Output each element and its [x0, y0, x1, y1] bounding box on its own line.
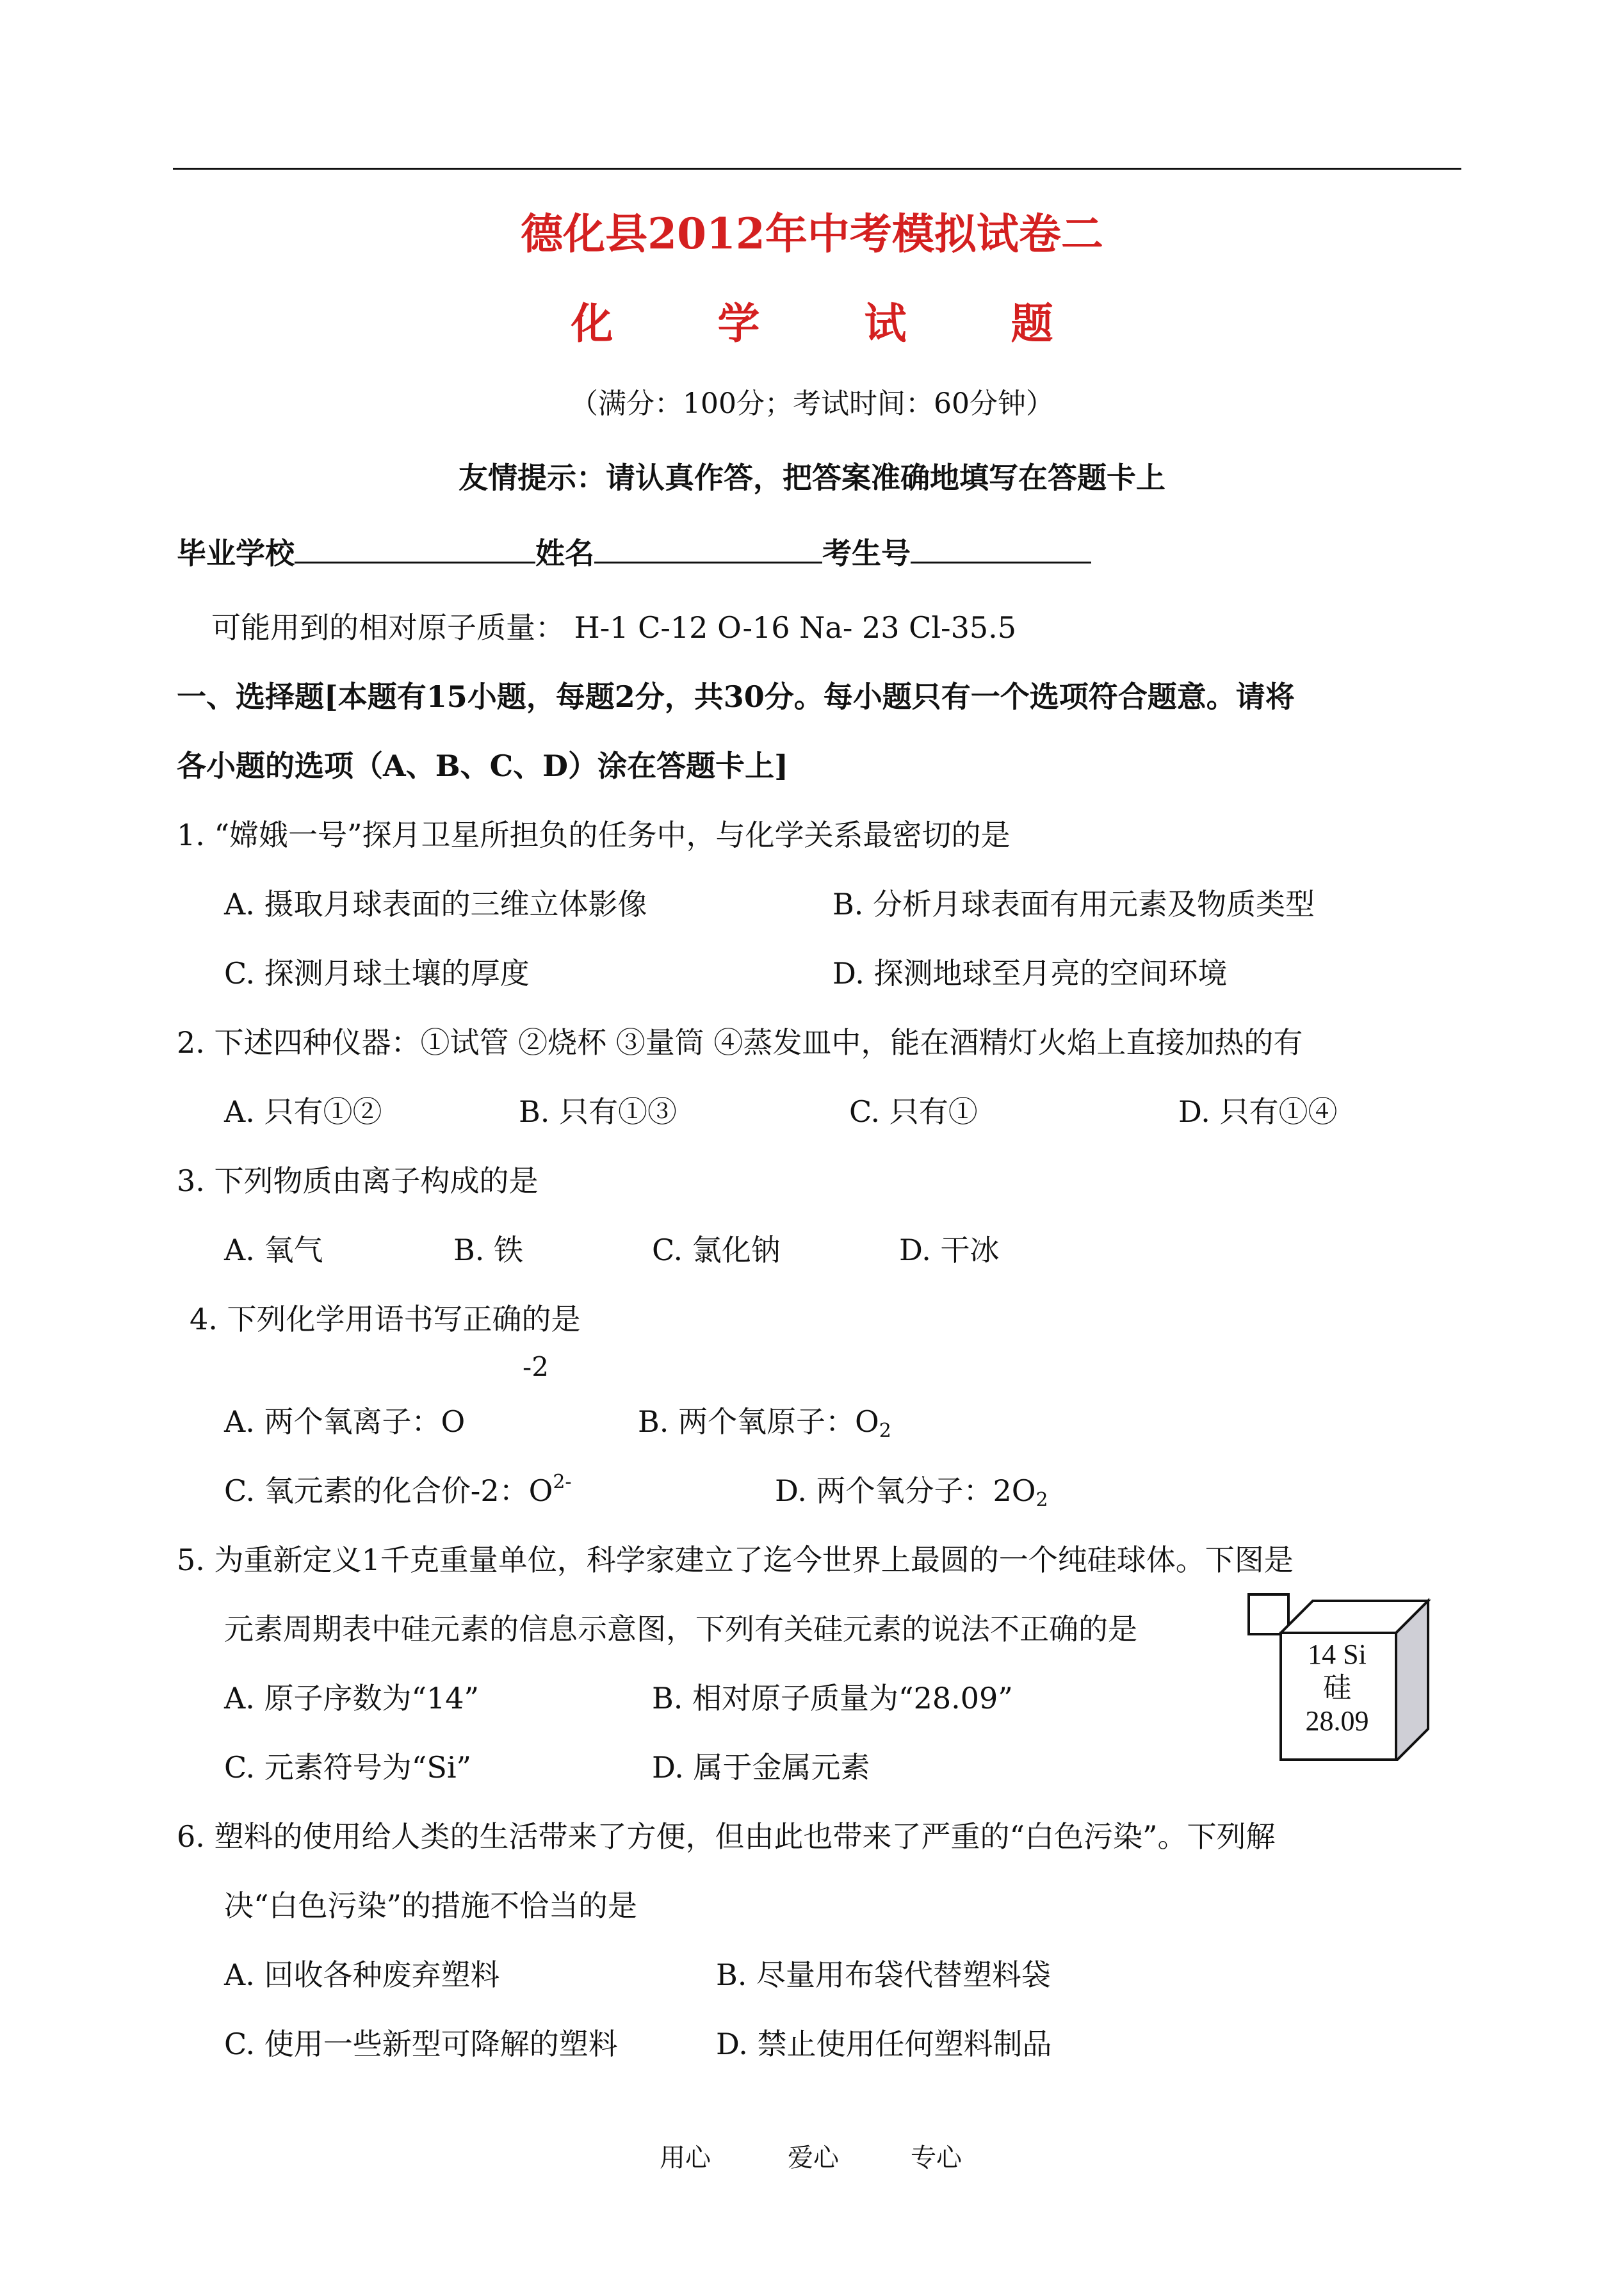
q4-d-subscript: 2 [1035, 1489, 1048, 1511]
friendly-tip: 友情提示：请认真作答，把答案准确地填写在答题卡上 [459, 460, 1165, 495]
q4-c-superscript: 2- [553, 1471, 572, 1493]
q6-option-a: A. 回收各种废弃塑料 [224, 1958, 500, 1992]
q3-option-a: A. 氧气 [224, 1233, 323, 1267]
q3-option-b: B. 铁 [453, 1233, 524, 1267]
section1-heading-line2: 各小题的选项（A、B、C、D）涂在答题卡上] [177, 749, 788, 783]
q5-option-b: B. 相对原子质量为“28.09” [652, 1681, 1013, 1715]
q3-option-c: C. 氯化钠 [652, 1233, 781, 1267]
q4-option-a: A. 两个氧离子：O [224, 1404, 466, 1439]
q5-stem-line2: 元素周期表中硅元素的信息示意图，下列有关硅元素的说法不正确的是 [224, 1612, 1137, 1646]
name-label: 姓名 [535, 536, 594, 571]
id-blank[interactable] [911, 533, 1091, 564]
section1-heading-line1: 一、选择题[本题有15小题，每题2分，共30分。每小题只有一个选项符合题意。请将 [177, 679, 1295, 714]
q6-option-d: D. 禁止使用任何塑料制品 [716, 2027, 1052, 2061]
q2-option-a: A. 只有①② [224, 1094, 382, 1129]
q5-option-a: A. 原子序数为“14” [224, 1681, 480, 1715]
q1-option-c: C. 探测月球土壤的厚度 [224, 956, 530, 991]
q2-option-c: C. 只有① [849, 1094, 978, 1129]
school-label: 毕业学校 [177, 536, 295, 571]
atomic-masses: 可能用到的相对原子质量： H-1 C-12 O-16 Na- 23 Cl-35.5 [211, 610, 1017, 645]
footer-word-2: 爱心 [788, 2143, 839, 2173]
q2-option-b: B. 只有①③ [519, 1094, 678, 1129]
q1-option-d: D. 探测地球至月亮的空间环境 [832, 956, 1228, 991]
q4-b-subscript: 2 [879, 1420, 891, 1442]
q6-stem-line2: 决“白色污染”的措施不恰当的是 [224, 1888, 638, 1923]
element-name: 硅 [1323, 1672, 1351, 1703]
q4-option-d: D. 两个氧分子：$2O_2$ [775, 1473, 1048, 1511]
exam-meta: （满分：100分；考试时间：60分钟） [570, 387, 1054, 420]
q1-stem: 1. “嫦娥一号”探月卫星所担负的任务中，与化学关系最密切的是 [177, 818, 1011, 852]
name-blank[interactable] [594, 533, 822, 564]
q2-stem: 2. 下述四种仪器：①试管 ②烧杯 ③量筒 ④蒸发皿中，能在酒精灯火焰上直接加热的有 [177, 1025, 1303, 1060]
element-mass: 28.09 [1305, 1705, 1369, 1737]
q4-stem: 4. 下列化学用语书写正确的是 [190, 1302, 581, 1336]
school-blank[interactable] [295, 533, 535, 564]
element-number-symbol: 14 Si [1308, 1639, 1367, 1670]
id-label: 考生号 [822, 536, 911, 571]
q3-option-d: D. 干冰 [899, 1233, 1000, 1267]
footer-word-1: 用心 [660, 2143, 711, 2173]
footer-word-3: 专心 [911, 2143, 962, 2173]
q1-option-b: B. 分析月球表面有用元素及物质类型 [832, 887, 1315, 921]
exam-title: 德化县2012年中考模拟试卷二 [521, 209, 1103, 259]
header-rule [173, 168, 1461, 170]
q6-option-b: B. 尽量用布袋代替塑料袋 [716, 1958, 1052, 1992]
q6-stem-line1: 6. 塑料的使用给人类的生活带来了方便，但由此也带来了严重的“白色污染”。下列解 [177, 1819, 1276, 1854]
q1-option-a: A. 摄取月球表面的三维立体影像 [224, 887, 647, 921]
q5-option-d: D. 属于金属元素 [652, 1750, 870, 1785]
silicon-element-card [1274, 1588, 1434, 1761]
q2-option-d: D. 只有①④ [1178, 1094, 1338, 1129]
student-info-line [177, 530, 1091, 572]
q6-option-c: C. 使用一些新型可降解的塑料 [224, 2027, 618, 2061]
q4-option-c: C. 氧元素的化合价-2：$O^{2-}$ [224, 1471, 572, 1508]
q4-charge-mark: -2 [523, 1351, 549, 1383]
q4-option-b: B. 两个氧原子：$O_2$ [638, 1404, 891, 1442]
q5-option-c: C. 元素符号为“Si” [224, 1750, 472, 1785]
q5-stem-line1: 5. 为重新定义1千克重量单位，科学家建立了迄今世界上最圆的一个纯硅球体。下图是 [177, 1543, 1294, 1577]
exam-subject: 化 学 试 题 [571, 298, 1098, 348]
q3-stem: 3. 下列物质由离子构成的是 [177, 1164, 539, 1198]
